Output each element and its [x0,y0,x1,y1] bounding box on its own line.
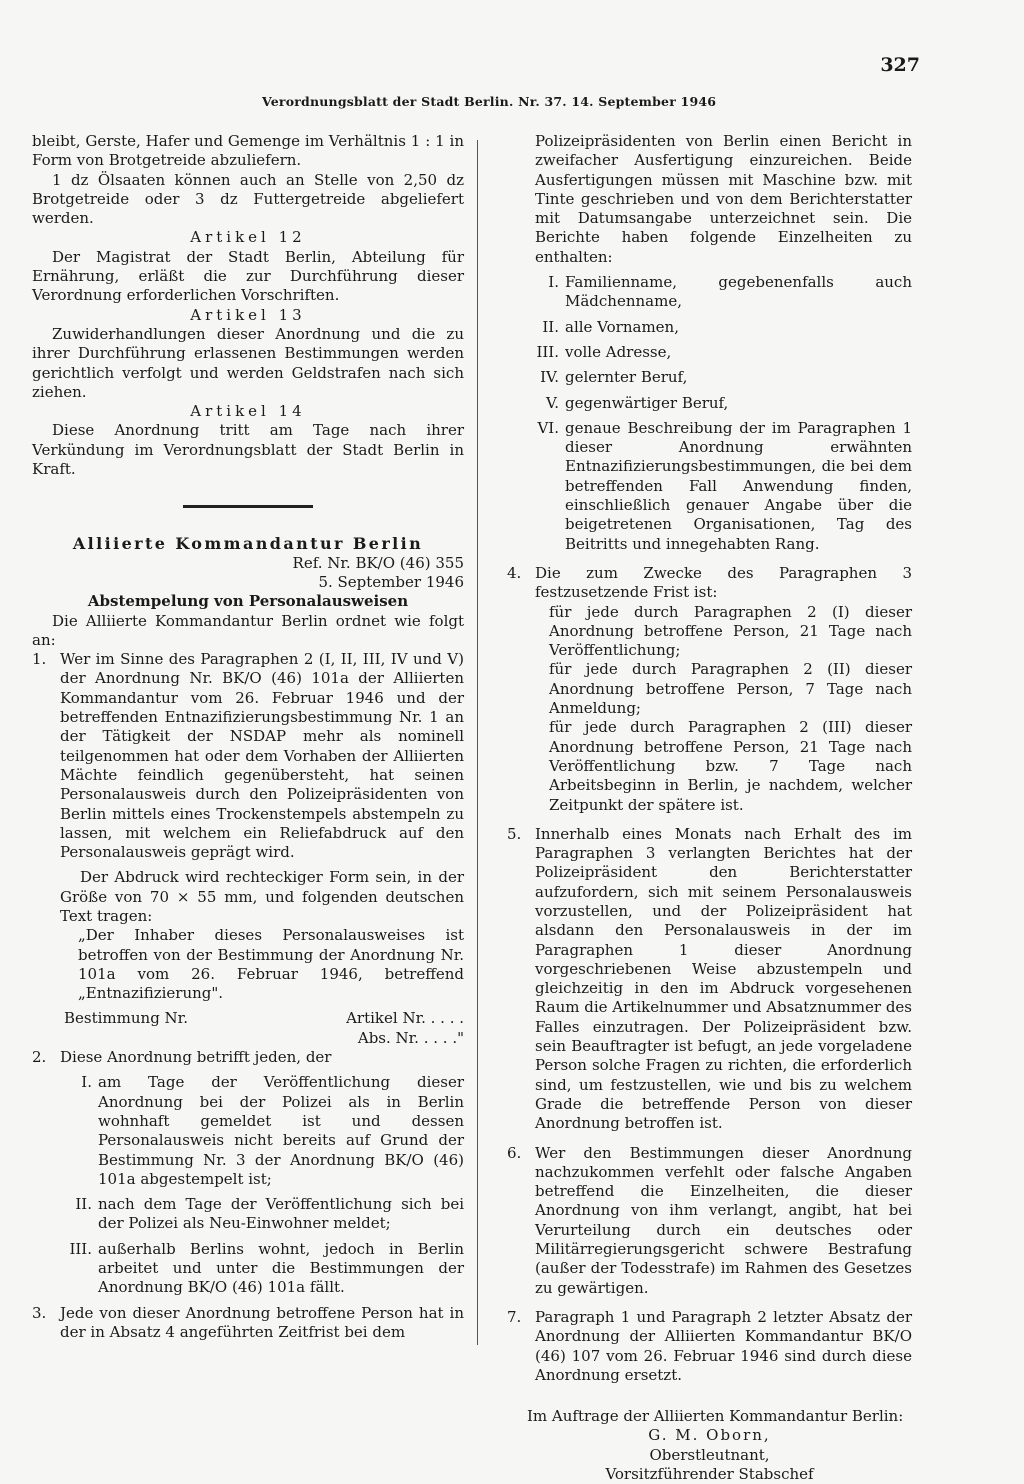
sub-item [507,419,912,554]
item-number: 7. [507,1307,522,1326]
item-text: Jede von dieser Anordnung betroffene Person hat in der in Absatz 4 angeführten Zeitfrist bei dem [60,1303,464,1341]
preamble: Die Alliierte Kommandantur Berlin ordnet wie folgt an: [32,611,464,649]
sub-item [507,318,912,337]
article-12-text: Der Magistrat der Stadt Berlin, Abteilung für Ernährung, erläßt die zur Durchführung dieser Verordnung erforderlichen Vorschriften. [32,247,464,305]
sub-list [507,273,912,554]
sub-item-number: V. [546,393,559,412]
sub-item-text: alle Vornamen, [565,317,679,336]
item-text: Diese Anordnung betrifft jeden, der [60,1048,332,1067]
intro-paragraph-2: 1 dz Ölsaaten können auch an Stelle von 2,50 dz Brotgetreide oder 3 dz Futtergetreide abgeliefert werden. [32,170,464,228]
sub-item-text: volle Adresse, [565,342,672,361]
sub-item-text: Familienname, gegebenenfalls auch Mädchenname, [565,273,912,311]
list-item [507,1308,912,1385]
item-number: 3. [32,1303,47,1322]
list-item [507,825,912,1134]
order-title: Abstempelung von Personalausweisen [87,592,409,611]
sub-item [507,343,912,362]
article-14-text: Diese Anordnung tritt am Tage nach ihrer Verkündung im Verordnungsblatt der Stadt Berlin in Kraft. [32,421,464,479]
item-text: Innerhalb eines Monats nach Erhalt des im Paragraphen 3 verlangten Berichtes hat der Polizeipräsident den Berichterstatter aufzufordern, sich mit seinem Personalausweis vorzustellen, und der Polizeipräsident hat alsdann den Personalausweis in der im Paragraphen 1 dieser Anordnung vorgeschriebenen Weise abzustempeln und gleichzeitig in den im Abdruck vorgesehenen Raum die Artikelnummer und Absatznummer des Falles einzutragen. Der Polizeipräsident bzw. sein Beauftragter ist befugt, an jede vorgeladene Person solche Fragen zu richten, die erforderlich sind, um festzustellen, wie und bis zu welchem Grade die betreffende Person von dieser Anordnung betroffen ist. [535,824,912,1133]
sub-item [507,273,912,312]
list-item [32,650,464,862]
sub-item [60,1240,464,1298]
item-3-continuation: Polizeipräsidenten von Berlin einen Bericht in zweifacher Ausfertigung einzureichen. Beide Ausfertigungen müssen mit Maschine bzw. mit Tinte geschrieben und von dem Berichterstatter mit Datumsangabe unterzeichnet sein. Die Berichte haben folgende Einzelheiten zu enthalten: [535,132,912,266]
list-item [507,564,912,603]
sub-item-number: I. [81,1073,92,1092]
column-divider [477,140,478,1345]
bestimmung-label: Bestimmung Nr. [64,1009,188,1028]
page-number: 327 [880,54,920,76]
item-number: 4. [507,563,522,582]
signatory-rank: Oberstleutnant, [649,1445,770,1464]
sub-item-number: VI. [537,418,559,437]
sub-item-text: genaue Beschreibung der im Paragraphen 1 dieser Anordnung erwähnten Entnazifizierungsbestimmungen, die bei dem betreffenden Fall Anwendung finden, einschließlich genauer Angabe über die beigetretenen Organisationen, Tag des Beitritts und innegehabten Rang. [565,418,912,553]
signatory-name: G. M. Oborn, [648,1426,771,1445]
item-continuation [507,132,912,267]
sub-item-number: I. [548,273,559,292]
list-item [32,1304,464,1343]
list-item [32,1048,464,1067]
item-text: Wer im Sinne des Paragraphen 2 (I, II, III, IV und V) der Anordnung Nr. BK/O (46) 101a der Alliierten Kommandantur vom 26. Februar 1946 und der betreffenden Entnazifizierungsbestimmung Nr. 1 an der Tätigkeit der NSDAP mehr als nominell teilgenommen hat oder dem Vorhaben der Alliierten Mächte feindlich gegenübersteht, hat seinen Personalausweis durch den Polizeipräsidenten von Berlin mittels eines Trockenstempels abstempeln zu lassen, mit welchem ein Reliefabdruck auf den Personalausweis geprägt wird. [60,650,464,862]
item-number: 1. [32,650,47,669]
absatz-label: Abs. Nr. . . . ." [357,1028,464,1047]
sub-item [507,394,912,413]
signature-intro: Im Auftrage der Alliierten Kommandantur Berlin: [527,1407,904,1426]
running-header: Verordnungsblatt der Stadt Berlin. Nr. 37. 14. September 1946 [262,94,717,109]
reference-number: Ref. Nr. BK/O (46) 355 [292,553,464,572]
article-12-heading: Artikel 12 [190,228,306,247]
stamp-description: Der Abdruck wird rechteckiger Form sein, in der Größe von 70 × 55 mm, und folgenden deutschen Text tragen: [60,868,464,925]
deadline-entry: für jede durch Paragraphen 2 (I) dieser Anordnung betroffene Person, 21 Tage nach Veröffentlichung; [549,602,912,660]
intro-paragraph: bleibt, Gerste, Hafer und Gemenge im Verhältnis 1 : 1 in Form von Brotgetreide abzuliefern. [32,132,464,170]
stamp-fields [32,1009,464,1048]
sub-item-number: II. [75,1195,92,1214]
deadline-entry: für jede durch Paragraphen 2 (III) dieser Anordnung betroffene Person, 21 Tage nach Veröffentlichung bzw. 7 Tage nach Arbeitsbeginn in Berlin, je nachdem, welcher Zeitpunkt der spätere ist. [549,718,912,814]
list-item [507,1144,912,1298]
issue-date: 5. September 1946 [318,572,464,591]
deadline-entry: für jede durch Paragraphen 2 (II) dieser Anordnung betroffene Person, 7 Tage nach Anmeldung; [549,660,912,718]
sub-item-number: III. [69,1239,92,1258]
sub-item [60,1073,464,1189]
artikel-label: Artikel Nr. . . . . [346,1009,464,1028]
sub-item [60,1195,464,1234]
item-continuation [32,868,464,1003]
item-number: 6. [507,1143,522,1162]
sub-item-text: gegenwärtiger Beruf, [565,393,729,412]
item-number: 2. [32,1048,47,1067]
section-rule [183,505,313,508]
article-13-heading: Artikel 13 [190,305,306,324]
sub-item-number: III. [536,342,559,361]
sub-item-text: am Tage der Veröffentlichung dieser Anordnung bei der Polizei als in Berlin wohnhaft gemeldet ist und dessen Personalausweis nicht bereits auf Grund der Bestimmung Nr. 3 der Anordnung BK/O (46) 101a abgestempelt ist; [98,1073,464,1188]
section-title: Alliierte Kommandantur Berlin [72,534,424,554]
sub-item-text: außerhalb Berlins wohnt, jedoch in Berlin arbeitet und unter die Bestimmungen der Anordnung BK/O (46) 101a fällt. [98,1239,464,1297]
item-number: 5. [507,824,522,843]
sub-item-text: gelernter Beruf, [565,368,688,387]
article-13-text: Zuwiderhandlungen dieser Anordnung und die zu ihrer Durchführung erlassenen Bestimmungen werden gerichtlich verfolgt und werden Geldstrafen nach sich ziehen. [32,324,464,401]
right-column [507,132,912,1484]
left-column [32,132,464,1342]
sub-item-number: IV. [540,368,559,387]
stamp-text-quote: „Der Inhaber dieses Personalausweises ist betroffen von der Bestimmung der Anordnung Nr. 101a vom 26. Februar 1946, betreffend „Entnazifizierung". [78,926,464,1003]
sub-item-number: II. [542,317,559,336]
item-text: Wer den Bestimmungen dieser Anordnung nachzukommen verfehlt oder falsche Angaben betreffend die Einzelheiten, die dieser Anordnung von ihm verlangt, angibt, hat bei Verurteilung durch ein deutsches oder Militärregierungsgericht schwere Bestrafung (außer der Todesstrafe) im Rahmen des Gesetzes zu gewärtigen. [535,1143,912,1297]
article-14-heading: Artikel 14 [190,402,306,421]
sub-list [32,1073,464,1297]
sub-item-text: nach dem Tage der Veröffentlichung sich bei der Polizei als Neu-Einwohner meldet; [98,1195,464,1233]
item-text: Die zum Zwecke des Paragraphen 3 festzusetzende Frist ist: [535,563,912,602]
item-text: Paragraph 1 und Paragraph 2 letzter Absatz der Anordnung der Alliierten Kommandantur BK/O (46) 107 vom 26. Februar 1946 sind durch diese Anordnung ersetzt. [535,1307,912,1384]
deadline-list [507,603,912,815]
signatory-role: Vorsitzführender Stabschef [605,1465,814,1483]
sub-item [507,368,912,387]
